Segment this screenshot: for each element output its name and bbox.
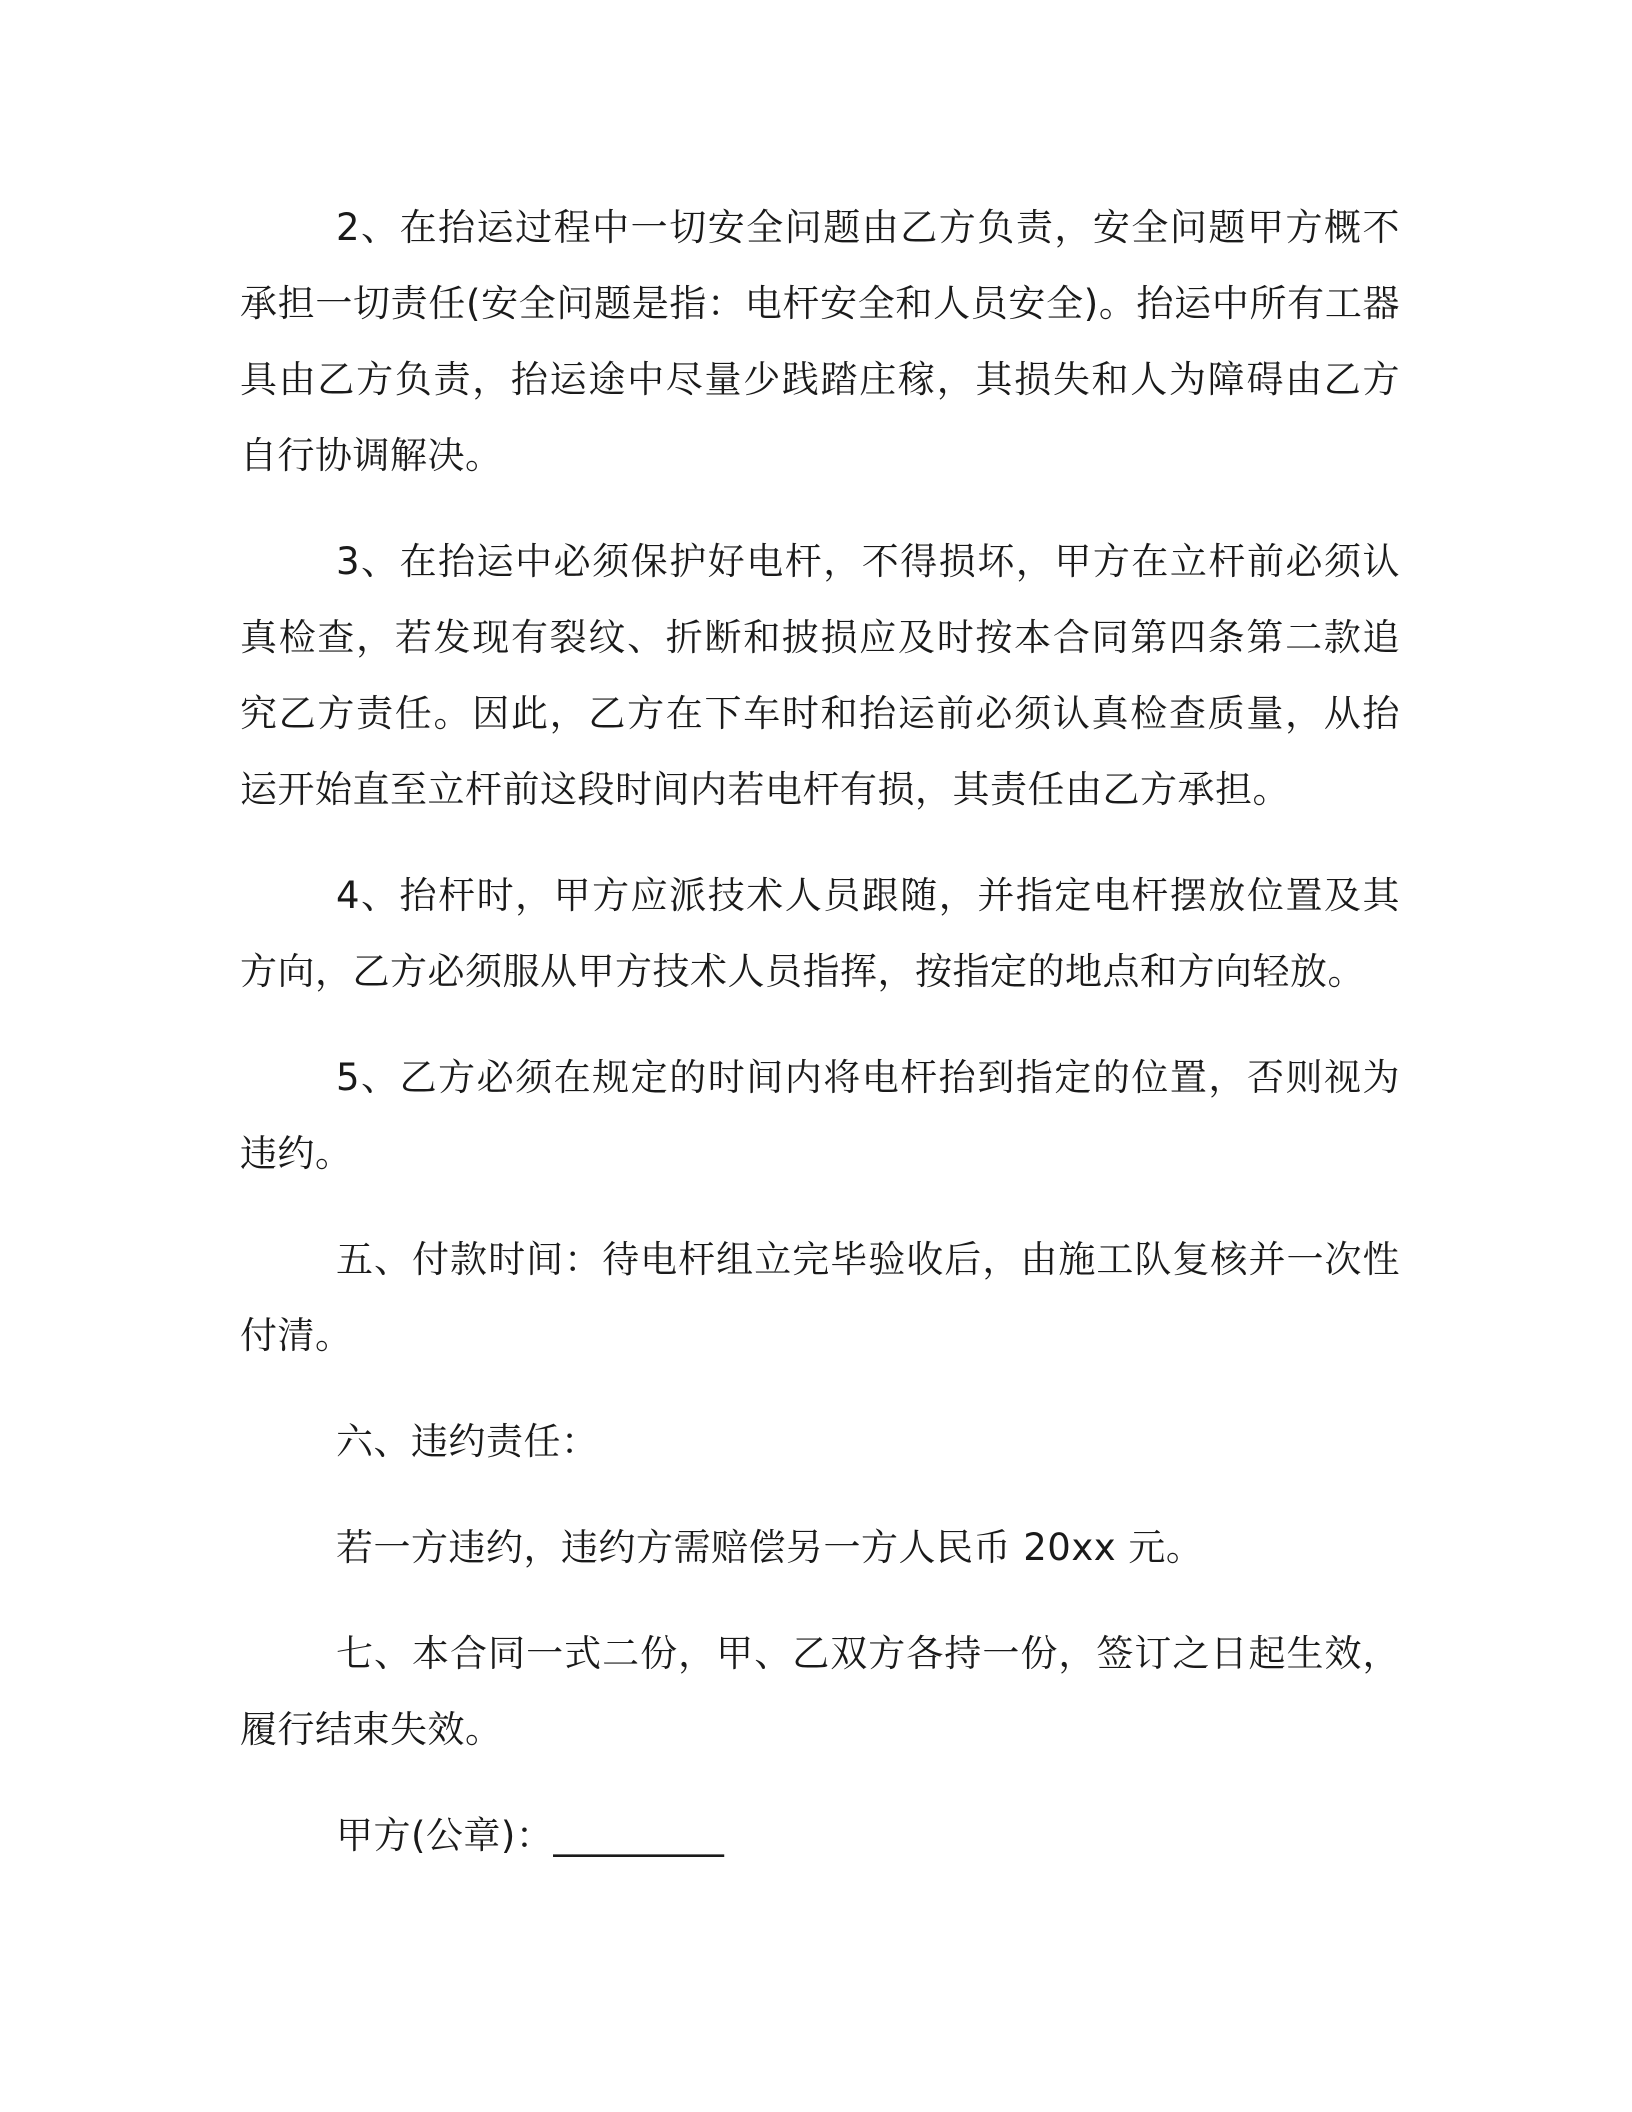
section-6-heading: 六、违约责任： — [336, 1420, 599, 1463]
document-body — [240, 190, 1400, 1874]
section-6-penalty: 若一方违约，违约方需赔偿另一方人民币 20xx 元。 — [336, 1526, 1204, 1569]
section-7-copies: 七、本合同一式二份，甲、乙双方各持一份，签订之日起生效，履行结束失效。 — [240, 1632, 1400, 1751]
clause-2-safety: 2、在抬运过程中一切安全问题由乙方负责，安全问题甲方概不承担一切责任(安全问题是指：电杆安全和人员安全)。抬运中所有工器具由乙方负责，抬运途中尽量少践踏庄稼，其损失和人为障碍由乙方自行协调解决。 — [240, 206, 1400, 477]
clause-4-placement: 4、抬杆时，甲方应派技术人员跟随，并指定电杆摆放位置及其方向，乙方必须服从甲方技术人员指挥，按指定的地点和方向轻放。 — [240, 874, 1400, 993]
clause-5-deadline: 5、乙方必须在规定的时间内将电杆抬到指定的位置，否则视为违约。 — [240, 1056, 1400, 1175]
section-5-payment: 五、付款时间：待电杆组立完毕验收后，由施工队复核并一次性付清。 — [240, 1238, 1400, 1357]
clause-3-protection: 3、在抬运中必须保护好电杆，不得损坏，甲方在立杆前必须认真检查，若发现有裂纹、折断和披损应及时按本合同第四条第二款追究乙方责任。因此，乙方在下车时和抬运前必须认真检查质量，从抬运开始直至立杆前这段时间内若电杆有损，其责任由乙方承担。 — [240, 540, 1400, 811]
party-a-signature-line: 甲方(公章)：_________ — [336, 1814, 725, 1857]
